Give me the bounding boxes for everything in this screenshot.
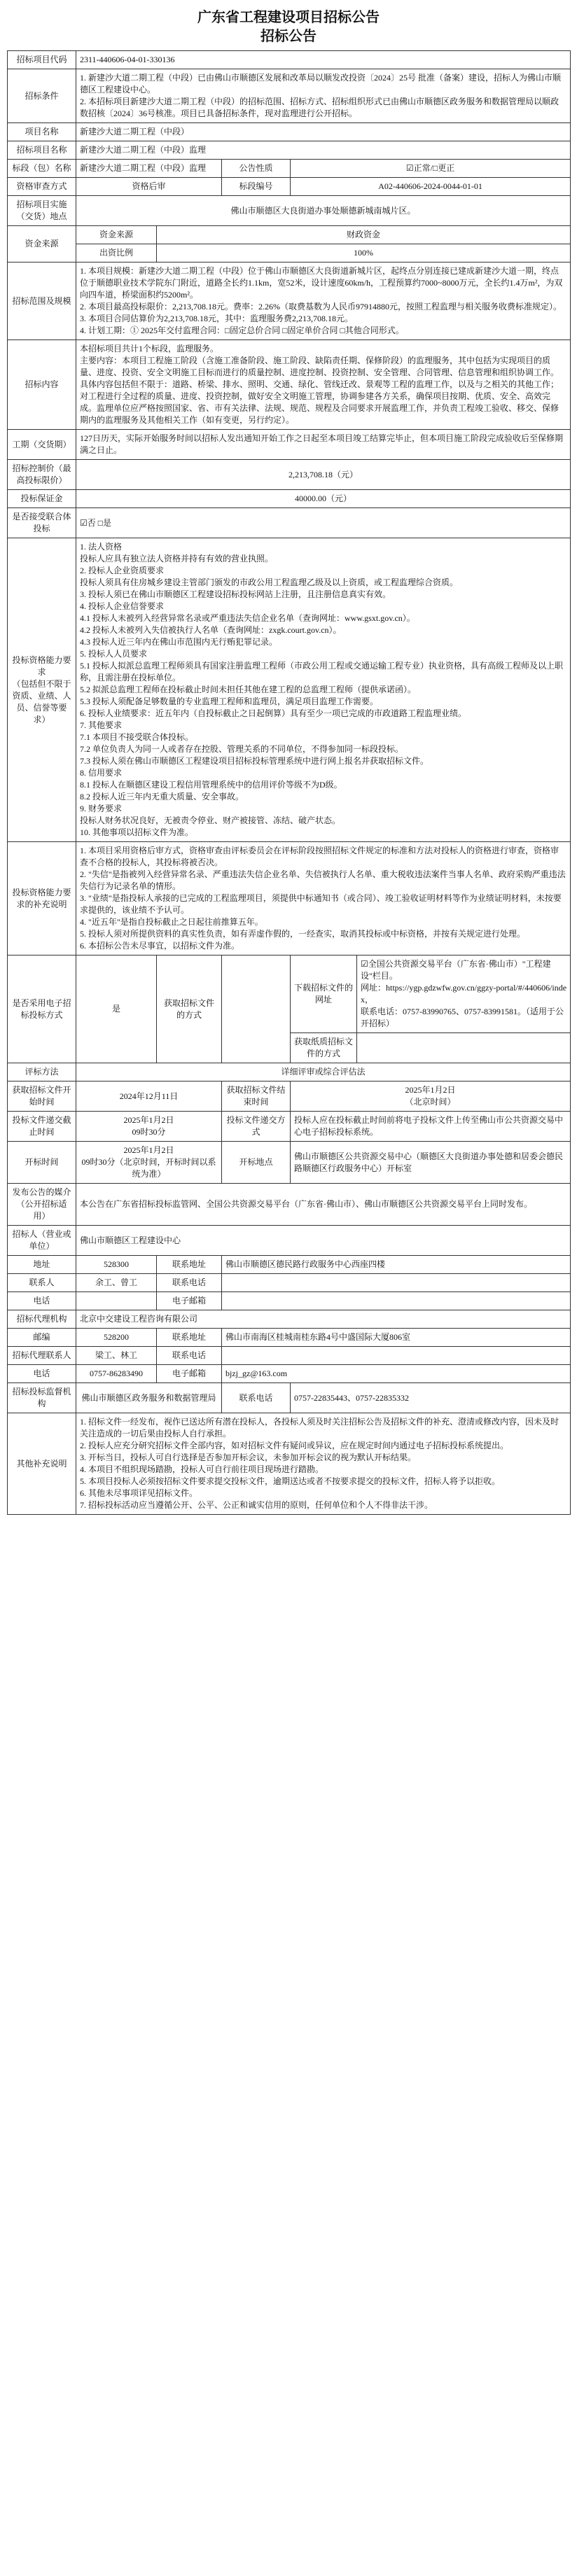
label-agent-email: 电子邮箱 xyxy=(157,1365,222,1383)
label-agent-tel: 电话 xyxy=(8,1365,76,1383)
label-tenderer: 招标人（营业或单位） xyxy=(8,1226,76,1256)
row-other-requirements xyxy=(8,842,571,955)
value-open-time: 2025年1月2日 09时30分（北京时间，开标时间以系统为准） xyxy=(81,1145,216,1179)
text-period: 127日历天，实际开始服务时间以招标人发出通知开始工作之日起至本项目竣工结算完毕止，但本项目施工阶段完成验收后至保修期满之日止。 xyxy=(80,433,564,455)
row-agent-a xyxy=(8,1310,571,1329)
row-agent-b xyxy=(8,1329,571,1347)
text-other: 1. 招标文件一经发布，视作已送达所有潜在投标人，各投标人须及时关注招标公告及招标文件的补充、澄清或修改内容，因未及时关注造成的一切后果由投标人自行承担。 2. 投标人应充分研究招标文件全部内容，如对招标文件有疑问或异议，应在规定时间内通过电子招标投标系统提出。 3. 开标当日，投标人可自行选择是否参加开标会议，未参加开标会议的视为默认开标结果。 4. 本项目不组织现场踏勘，投标人可自行前往项目现场进行踏勘。 5. 本项目投标人必须按招标文件要求提交投标文件，逾期送达或者不按要求提交的投标文件，招标人将予以拒收。 6. 其他未尽事项详见招标文件。 7. 招标投标活动应当遵循公开、公平、公正和诚实信用的原则，任何单位和个人不得非法干涉。 xyxy=(80,1417,559,1510)
label-other: 其他补充说明 xyxy=(8,1413,76,1515)
label-deposit: 投标保证金 xyxy=(8,490,76,508)
row-max-price xyxy=(8,460,571,490)
value-agent-email[interactable]: bjzj_gz@163.com xyxy=(222,1365,571,1383)
document-title-line1: 广东省工程建设项目招标公告 xyxy=(197,10,380,25)
value-agent-phone xyxy=(222,1347,571,1365)
value-project-code: 2311-440606-04-01-330136 xyxy=(76,51,571,69)
label-other-requirements: 投标资格能力要求的补充说明 xyxy=(8,842,76,955)
row-times-c xyxy=(8,1142,571,1184)
value-tenderer-tel xyxy=(76,1292,157,1310)
label-requirements: 投标资格能力要求 （包括但不限于资质、业绩、人员、信誉等要求） xyxy=(12,654,71,724)
label-paper-obtain: 获取纸质招标文件的方式 xyxy=(291,1033,357,1063)
row-times-b xyxy=(8,1112,571,1142)
row-other xyxy=(8,1413,571,1515)
value-agent: 北京中交建设工程咨询有限公司 xyxy=(76,1310,571,1329)
text-other-requirements: 1. 本项目采用资格后审方式，资格审查由评标委员会在评标阶段按照招标文件规定的标准和方法对投标人的资格进行审查，资格审查不合格的投标人，其投标将被否决。 2. "失信"是指被列入经营异常名录、严重违法失信企业名单、失信被执行人名单、重大税收违法案件当事人名单、政府采购严重违法失信行为记录名单的情形。 3. "业绩"是指投标人承接的已完成的工程监理项目，须提供中标通知书（或合同）、竣工验收证明材料等作为业绩证明材料，未按要求提供的，该业绩不予认可。 4. "近五年"是指自投标截止之日起往前推算五年。 5. 投标人须对所提供资料的真实性负责，如有弄虚作假的，一经查实，取消其投标或中标资格，并按有关规定进行处理。 6. 本招标公告未尽事宜，以招标文件为准。 xyxy=(80,846,566,951)
row-media xyxy=(8,1184,571,1226)
label-announcement-type: 公告性质 xyxy=(222,160,291,178)
label-eval-method: 评标方法 xyxy=(8,1063,76,1082)
value-start-time: 2024年12月11日 xyxy=(76,1082,222,1112)
label-period: 工期（交货期） xyxy=(8,430,76,460)
value-section-number: A02-440606-2024-0044-01-01 xyxy=(291,178,571,196)
value-deadline: 2025年1月2日 09时30分 xyxy=(123,1115,174,1137)
value-electronic-bidding: 是 xyxy=(76,955,157,1063)
value-supervisor: 佛山市顺德区政务服务和数据管理局 xyxy=(76,1383,222,1413)
label-agent: 招标代理机构 xyxy=(8,1310,76,1329)
row-project-code xyxy=(8,51,571,69)
value-project-name: 新建沙大道二期工程（中段） xyxy=(76,123,571,141)
label-tenderer-phone: 联系电话 xyxy=(157,1274,222,1292)
row-tenderer-d xyxy=(8,1292,571,1310)
value-supervisor-phone: 0757-22835443、0757-22835332 xyxy=(291,1383,571,1413)
label-agent-phone: 联系电话 xyxy=(157,1347,222,1365)
row-times-a xyxy=(8,1082,571,1112)
label-content: 招标内容 xyxy=(8,340,76,430)
row-tenderer-b xyxy=(8,1256,571,1274)
label-tenderer-tel: 电话 xyxy=(8,1292,76,1310)
label-tenderer-email: 电子邮箱 xyxy=(157,1292,222,1310)
row-funding-a xyxy=(8,226,571,244)
value-media: 本公告在广东省招标投标监管网、全国公共资源交易平台（广东省·佛山市）、佛山市顺德区公共资源交易平台上同时发布。 xyxy=(80,1199,533,1209)
row-scope xyxy=(8,262,571,340)
row-funding-b xyxy=(8,244,571,262)
label-agent-person: 招标代理联系人 xyxy=(8,1347,76,1365)
label-joint-bid: 是否接受联合体投标 xyxy=(8,508,76,538)
label-funding-ratio: 出资比例 xyxy=(76,244,157,262)
row-agent-d xyxy=(8,1365,571,1383)
row-location xyxy=(8,196,571,226)
document-title-line2: 招标公告 xyxy=(260,29,317,44)
value-agent-tel: 0757-86283490 xyxy=(76,1365,157,1383)
value-obtain-method xyxy=(222,955,291,1063)
value-submit-method: 投标人应在投标截止时间前将电子投标文件上传至佛山市公共资源交易中心电子招标投标系统。 xyxy=(294,1115,564,1137)
value-tenderer: 佛山市顺德区工程建设中心 xyxy=(76,1226,571,1256)
row-conditions xyxy=(8,69,571,123)
row-tenderer-c xyxy=(8,1274,571,1292)
value-tenderer-email xyxy=(222,1292,571,1310)
value-agent-address: 佛山市南海区桂城南桂东路4号中盛国际大厦806室 xyxy=(222,1329,571,1347)
row-requirements xyxy=(8,538,571,842)
row-platform-a xyxy=(8,955,571,1033)
text-content: 本招标项目共计1个标段，监理服务。 主要内容：本项目工程施工阶段（含施工准备阶段、施工阶段、缺陷责任期、保修阶段）的监理服务，其中包括为实现项目的质量、进度、投资、安全文明施工目标而进行的质量控制、进度控制、投资控制、安全管理、合同管理、信息管理和组织协调工作。 具体内容包括但不限于：道路、桥梁、排水、照明、交通、绿化、管线迁改、景观等工程的监理工作，以及与之相关的其他工作；对工程进行全过程的质量、进度、投资控制，做好安全文明施工管理，协调参建各方关系，确保项目按期、优质、安全、高效完成。监理单位应严格按照国家、省、市有关法律、法规、规范、规程及合同要求开展监理工作，并负责工程竣工验收、移交、保修期内的监理服务及其他相关工作（如有变更，另行约定）。 xyxy=(80,344,559,425)
row-content xyxy=(8,340,571,430)
text-requirements: 1. 法人资格 投标人应具有独立法人资格并持有有效的营业执照。 2. 投标人企业资质要求 投标人须具有住房城乡建设主管部门颁发的市政公用工程监理乙级及以上资质，或工程监理综合资质。 3. 投标人须已在佛山市顺德区工程建设招标投标网站上注册，且注册信息真实有效。 4. 投标人企业信誉要求 4.1 投标人未被列入经营异常名录或严重违法失信企业名单（查询网址：www.gsxt.gov.cn）。 4.2 投标人未被列入失信被执行人名单（查询网址：zxgk.court.gov.cn）。 4.3 投标人近三年内在佛山市范围内无行贿犯罪记录。 5. 投标人人员要求 5.1 投标人拟派总监理工程师须具有国家注册监理工程师（市政公用工程或交通运输工程专业）执业资格，具有高级工程师及以上职称，且需注册在投标单位。 5.2 拟派总监理工程师在投标截止时间未担任其他在建工程的总监理工程师（提供承诺函）。 5.3 投标人须配备足够数量的专业监理工程师和监理员，满足项目监理工作需要。 6. 投标人业绩要求：近五年内（自投标截止之日起倒算）具有至少一项已完成的市政道路工程监理业绩。 7. 其他要求 7.1 本项目不接受联合体投标。 7.2 单位负责人为同一人或者存在控股、管理关系的不同单位，不得参加同一标段投标。 7.3 投标人须在佛山市顺德区工程建设项目招标投标管理系统中进行网上报名并获取招标文件。 8. 信用要求 8.1 投标人在顺德区建设工程信用管理系统中的信用评价等级不为D级。 8.2 投标人近三年内无重大质量、安全事故。 9. 财务要求 投标人财务状况良好，无被责令停业、财产被接管、冻结、破产状态。 10. 其他事项以招标文件为准。 xyxy=(80,542,564,837)
label-max-price: 招标控制价（最高投标限价） xyxy=(8,460,76,490)
row-eval-method xyxy=(8,1063,571,1082)
value-max-price: 2,213,708.18（元） xyxy=(76,460,571,490)
label-electronic-bidding: 是否采用电子招标投标方式 xyxy=(8,955,76,1063)
label-section-number: 标段编号 xyxy=(222,178,291,196)
label-deadline: 投标文件递交截止时间 xyxy=(8,1112,76,1142)
label-bid-project-name: 招标项目名称 xyxy=(8,141,76,160)
row-tenderer-a xyxy=(8,1226,571,1256)
label-open-place: 开标地点 xyxy=(222,1142,291,1184)
row-deposit xyxy=(8,490,571,508)
label-end-time: 获取招标文件结束时间 xyxy=(222,1082,291,1112)
label-media: 发布公告的媒介（公开招标适用） xyxy=(8,1184,76,1226)
text-conditions: 1. 新建沙大道二期工程（中段）已由佛山市顺德区发展和改革局以顺发改投资〔2024〕25号 批准（备案）建设，招标人为佛山市顺德区工程建设中心。 2. 本招标项目新建沙大道二期工程（中段）的招标范围、招标方式、招标组织形式已由佛山市顺德区政务服务和数据管理局以顺政数招核〔2024〕36号核准。项目已具备招标条件，现对监理进行公开招标。 xyxy=(80,73,562,118)
value-location: 佛山市顺德区大良街道办事处顺德新城南城片区。 xyxy=(76,196,571,226)
label-agent-address: 联系地址 xyxy=(157,1329,222,1347)
row-project-name xyxy=(8,123,571,141)
value-joint-bid: ☑否 □是 xyxy=(76,508,571,538)
value-funding-ratio: 100% xyxy=(157,244,571,262)
value-paper-obtain xyxy=(357,1033,571,1063)
value-bid-project-name: 新建沙大道二期工程（中段）监理 xyxy=(76,141,571,160)
label-start-time: 获取招标文件开始时间 xyxy=(8,1082,76,1112)
label-funding: 资金来源 xyxy=(8,226,76,262)
value-tenderer-postcode: 528300 xyxy=(76,1256,157,1274)
value-section: 新建沙大道二期工程（中段）监理 xyxy=(76,160,222,178)
value-tenderer-phone xyxy=(222,1274,571,1292)
value-tenderer-person: 余工、曾工 xyxy=(76,1274,157,1292)
label-project-name: 项目名称 xyxy=(8,123,76,141)
row-qualification xyxy=(8,178,571,196)
label-agent-postcode: 邮编 xyxy=(8,1329,76,1347)
label-location: 招标项目实施（交货）地点 xyxy=(8,196,76,226)
row-section xyxy=(8,160,571,178)
value-open-place: 佛山市顺德区公共资源交易中心（顺德区大良街道办事处德和居委会德民路顺德区行政服务中心）开标室 xyxy=(294,1151,564,1173)
value-agent-person: 梁工、林工 xyxy=(76,1347,157,1365)
row-agent-c xyxy=(8,1347,571,1365)
value-agent-postcode: 528200 xyxy=(76,1329,157,1347)
label-open-time: 开标时间 xyxy=(8,1142,76,1184)
announcement-table xyxy=(7,50,571,1515)
label-tenderer-postcode: 地址 xyxy=(8,1256,76,1274)
row-joint-bid xyxy=(8,508,571,538)
value-qualification: 资格后审 xyxy=(76,178,222,196)
announcement-document xyxy=(7,8,570,1515)
value-end-time: 2025年1月2日 （北京时间） xyxy=(405,1085,456,1107)
label-funding-source: 资金来源 xyxy=(76,226,157,244)
row-bid-project-name xyxy=(8,141,571,160)
label-scope: 招标范围及规模 xyxy=(8,262,76,340)
value-deposit: 40000.00（元） xyxy=(76,490,571,508)
value-tenderer-address: 佛山市顺德区德民路行政服务中心西座四楼 xyxy=(222,1256,571,1274)
label-submit-method: 投标文件递交方式 xyxy=(222,1112,291,1142)
label-obtain-method: 获取招标文件的方式 xyxy=(157,955,222,1063)
label-qualification: 资格审查方式 xyxy=(8,178,76,196)
row-supervisor xyxy=(8,1383,571,1413)
label-download-url: 下载招标文件的网址 xyxy=(291,955,357,1033)
value-funding-source: 财政资金 xyxy=(157,226,571,244)
label-tenderer-person: 联系人 xyxy=(8,1274,76,1292)
value-download-url[interactable]: ☑全国公共资源交易平台（广东省·佛山市）"工程建设"栏目。 网址：https://ygp.gdzwfw.gov.cn/ggzy-portal/#/440606/index， 联系电话：0757-83990765、0757-83991581。（适用于公开招标） xyxy=(361,959,567,1028)
label-section: 标段（包）名称 xyxy=(8,160,76,178)
label-project-code: 招标项目代码 xyxy=(8,51,76,69)
label-tenderer-address: 联系地址 xyxy=(157,1256,222,1274)
row-period xyxy=(8,430,571,460)
text-scope: 1. 本项目规模：新建沙大道二期工程（中段）位于佛山市顺德区大良街道新城片区，起终点分别连接已建成新建沙大道一期，终点位于顺德职业技术学院东门附近，道路全长约1.1km，宽52米，设计速度60km/h，工程预算约7000~8000万元，全长约1.4万m²，为双向四车道，桥梁面积约5200m²。 2. 本项目最高投标限价：2,213,708.18元。费率：2.26%（取费基数为人民币97914880元，按照工程监理与相关服务收费标准规定）。 3. 本项目合同估算价为2,213,708.18元，其中：监理服务费2,213,708.18元。 4. 计划工期：① 2025年交付监理合同：□固定总价合同 □固定单价合同 □其他合同形式。 xyxy=(80,266,563,335)
label-conditions: 招标条件 xyxy=(8,69,76,123)
value-announcement-type: ☑正常/□更正 xyxy=(291,160,571,178)
value-eval-method: 详细评审或综合评估法 xyxy=(76,1063,571,1082)
label-supervisor: 招标投标监督机构 xyxy=(8,1383,76,1413)
label-supervisor-phone: 联系电话 xyxy=(222,1383,291,1413)
